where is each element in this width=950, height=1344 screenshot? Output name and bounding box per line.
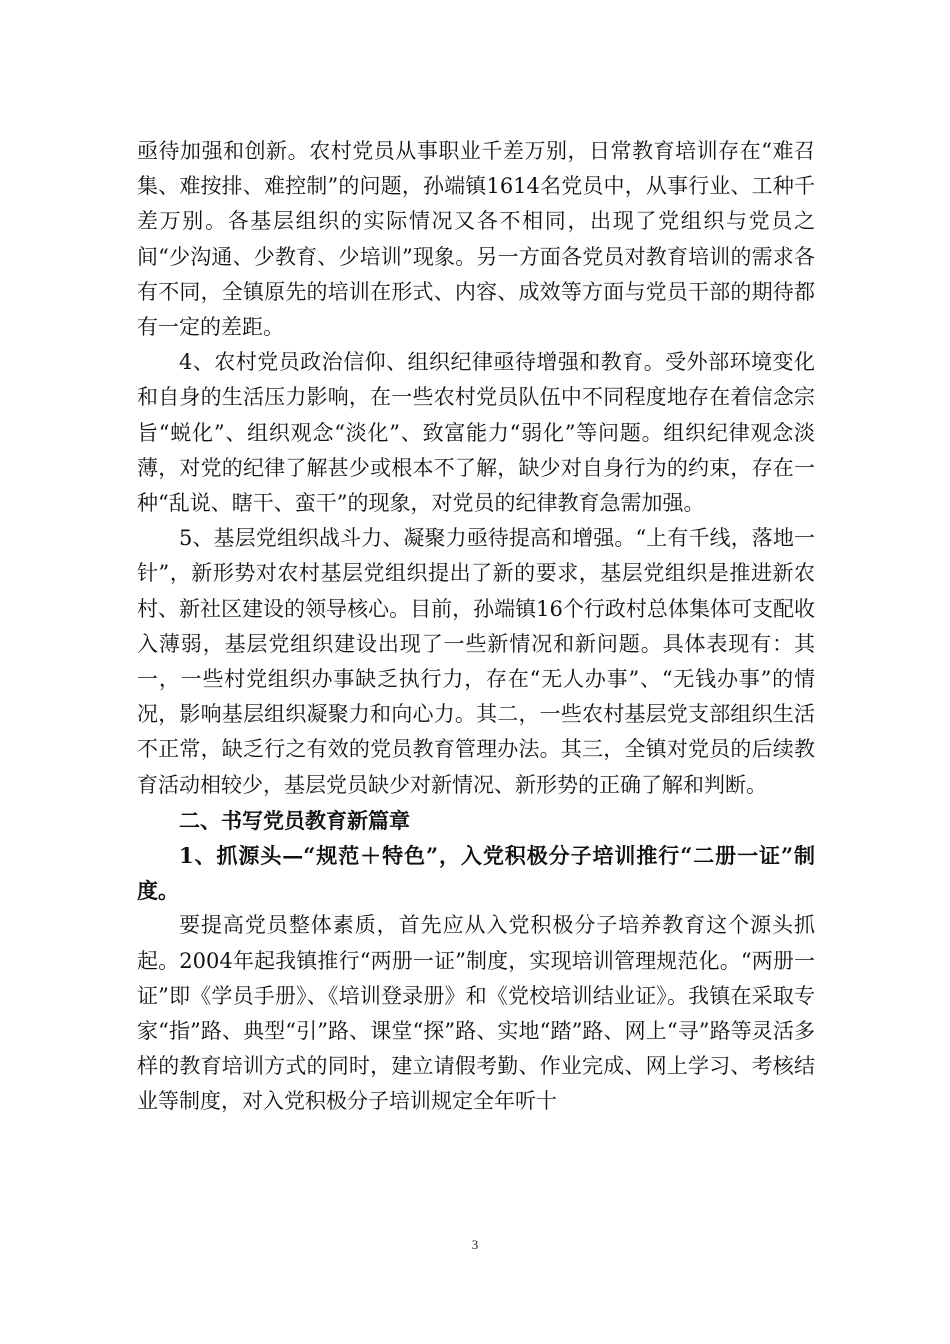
subsection-heading: 1、抓源头—“规范＋特色”，入党积极分子培训推行“二册一证”制度。 bbox=[137, 843, 815, 904]
section-heading: 二、书写党员教育新篇章 bbox=[179, 807, 410, 833]
paragraph-training: 要提高党员整体素质，首先应从入党积极分子培养教育这个源头抓起。2004年起我镇推行“两册一证”制度，实现培训管理规范化。“两册一证”即《学员手册》、《培训登录册》和《党校培训结业证》。我镇在采取专家“指”路、典型“引”路、课堂“探”路、实地“踏”路、网上“寻”路等灵活多样的教育培训方式的同时，建立请假考勤、作业完成、网上学习、考核结业等制度，对入党积极分子培训规定全年听十 bbox=[137, 913, 815, 1114]
paragraph-continuation: 亟待加强和创新。农村党员从事职业千差万别，日常教育培训存在“难召集、难按排、难控制”的问题，孙端镇1614名党员中，从事行业、工种千差万别。各基层组织的实际情况又各不相同，出现了党组织与党员之间“少沟通、少教育、少培训”现象。另一方面各党员对教育培训的需求各有不同，全镇原先的培训在形式、内容、成效等方面与党员干部的期待都有一定的差距。 bbox=[137, 139, 815, 340]
paragraph-point-4: 4、农村党员政治信仰、组织纪律亟待增强和教育。受外部环境变化和自身的生活压力影响，在一些农村党员队伍中不同程度地存在着信念宗旨“蜕化”、组织观念“淡化”、致富能力“弱化”等问题。组织纪律观念淡薄，对党的纪律了解甚少或根本不了解，缺少对自身行为的约束，存在一种“乱说、瞎干、蛮干”的现象，对党员的纪律教育急需加强。 bbox=[137, 350, 815, 516]
document-body bbox=[137, 134, 815, 1120]
page-number: 3 bbox=[471, 1237, 479, 1252]
paragraph-point-5: 5、基层党组织战斗力、凝聚力亟待提高和增强。“上有千线，落地一针”，新形势对农村基层党组织提出了新的要求，基层党组织是推进新农村、新社区建设的领导核心。目前，孙端镇16个行政村总体集体可支配收入薄弱，基层党组织建设出现了一些新情况和新问题。具体表现有：其一，一些村党组织办事缺乏执行力，存在“无人办事”、“无钱办事”的情况，影响基层组织凝聚力和向心力。其二，一些农村基层党支部组织生活不正常，缺乏行之有效的党员教育管理办法。其三，全镇对党员的后续教育活动相较少，基层党员缺少对新情况、新形势的正确了解和判断。 bbox=[137, 526, 815, 797]
